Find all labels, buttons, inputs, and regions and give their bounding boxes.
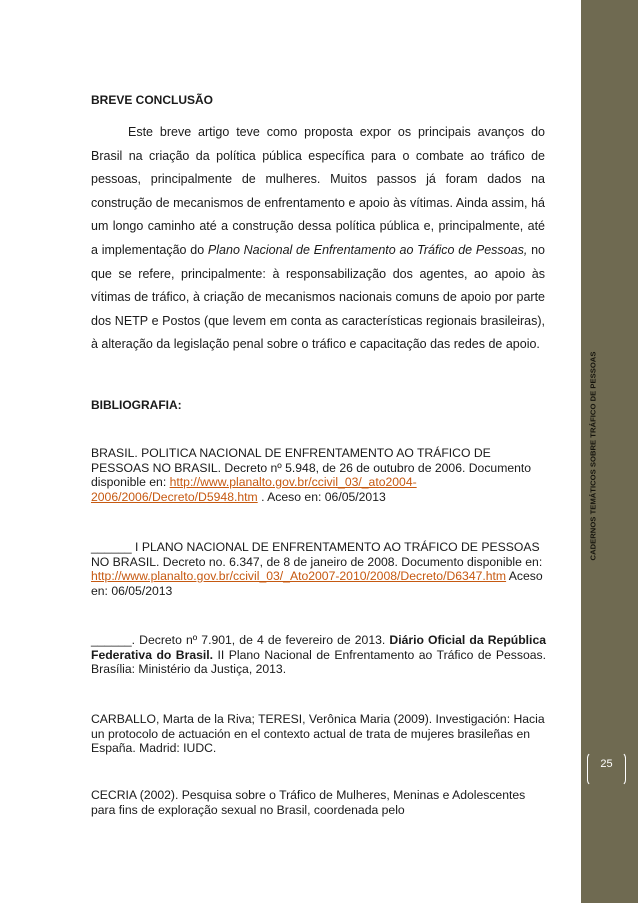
conclusion-text-2: no que se refere, principalmente: à responsabilização dos agentes, ao apoio às vítimas de tráfico, à criação de mecanismos nacionais comuns de apoio por parte dos NETP e Postos (que levem em conta as características regionais brasileiras), à alteração da legislação penal sobre o tráfico e capacitação das redes de apoio. <box>91 242 545 352</box>
conclusion-text-1: Este breve artigo teve como proposta expor os principais avanços do Brasil na criação da política pública específica para o combate ao tráfico de pessoas, principalmente de mulheres. Muitos passos já foram dados na construção de mecanismos de enfrentamento e apoio às vítimas. Ainda assim, há um longo caminho até a construção dessa política pública e, principalmente, até a implementação do <box>91 125 545 257</box>
reference-item: CECRIA (2002). Pesquisa sobre o Tráfico de Mulheres, Meninas e Adolescentes para fins de exploração sexual no Brasil, coordenada pelo <box>91 788 526 817</box>
bibliography-heading: BIBLIOGRAFIA: <box>91 398 182 412</box>
plan-title: Plano Nacional de Enfrentamento ao Tráfico de Pessoas, <box>207 242 528 257</box>
reference-item <box>91 633 546 677</box>
series-title <box>582 333 604 578</box>
reference-access: . Aceso en: 06/05/2013 <box>261 489 386 504</box>
series-title-text: CADERNOS TEMÁTICOS SOBRE TRÁFICO DE PESSOAS <box>588 351 598 560</box>
reference-text: BRASIL. POLITICA NACIONAL DE ENFRENTAMENTO AO TRÁFICO DE PESSOAS NO BRASIL. Decreto nº 5.948, de 26 de outubro de 2006. Documento disponible en: <box>91 446 532 490</box>
reference-text: ______ I PLANO NACIONAL DE ENFRENTAMENTO AO TRÁFICO DE PESSOAS NO BRASIL. Decreto no. 6.347, de 8 de janeiro de 2008. Documento disponible en: <box>91 540 543 569</box>
reference-link[interactable]: http://www.planalto.gov.br/ccivil_03/_ato2004-2006/2006/Decreto/D5948.htm <box>91 475 417 504</box>
page-number: 25 <box>600 758 613 770</box>
reference-link[interactable]: http://www.planalto.gov.br/ccivil_03/_Ato2007-2010/2008/Decreto/D6347.htm <box>91 569 507 584</box>
reference-item <box>91 540 546 598</box>
reference-bold: Diário Oficial da República Federativa do Brasil. <box>91 633 546 662</box>
conclusion-paragraph <box>91 121 545 357</box>
reference-access: Aceso en: 06/05/2013 <box>91 569 543 598</box>
reference-item <box>91 446 546 504</box>
reference-text: ______. Decreto nº 7.901, de 4 de fevereiro de 2013. <box>91 633 386 647</box>
conclusion-heading: BREVE CONCLUSÃO <box>91 93 214 107</box>
reference-item: CARBALLO, Marta de la Riva; TERESI, Verônica Maria (2009). Investigación: Hacia un protocolo de actuación en el contexto actual de trata de mujeres brasileñas en España. Madrid: IUDC. <box>91 712 545 756</box>
reference-after: II Plano Nacional de Enfrentamento ao Tráfico de Pessoas. Brasília: Ministério da Justiça, 2013. <box>91 647 547 677</box>
